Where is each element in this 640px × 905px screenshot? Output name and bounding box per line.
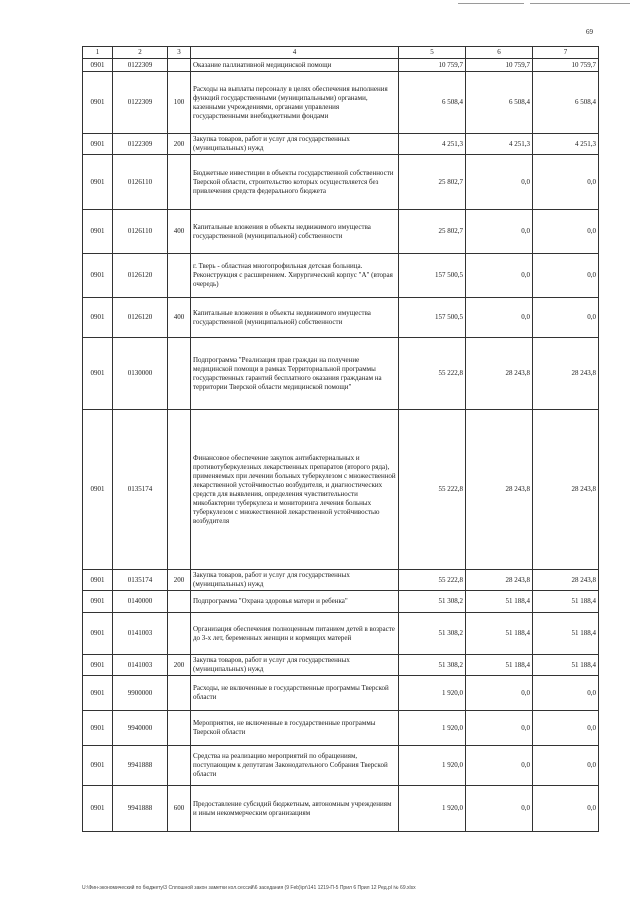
amount-col5-cell: 51 308,2 bbox=[399, 613, 466, 655]
expense-type-cell bbox=[168, 676, 191, 711]
amount-col5-cell: 6 508,4 bbox=[399, 72, 466, 134]
amount-col7-cell: 0,0 bbox=[533, 711, 599, 746]
target-article-cell: 0126120 bbox=[113, 298, 168, 338]
expense-type-cell: 200 bbox=[168, 570, 191, 591]
amount-col6-cell: 0,0 bbox=[466, 746, 533, 786]
amount-col6-cell: 0,0 bbox=[466, 155, 533, 210]
target-article-cell: 0135174 bbox=[113, 410, 168, 570]
amount-col7-cell: 10 759,7 bbox=[533, 59, 599, 72]
amount-col6-cell: 28 243,8 bbox=[466, 338, 533, 410]
amount-col6-cell: 0,0 bbox=[466, 254, 533, 298]
item-name-cell: Расходы, не включенные в государственные программы Тверской области bbox=[191, 676, 399, 711]
item-name-cell: Закупка товаров, работ и услуг для государственных (муниципальных) нужд bbox=[191, 570, 399, 591]
amount-col5-cell: 25 802,7 bbox=[399, 155, 466, 210]
amount-col7-cell: 51 188,4 bbox=[533, 591, 599, 613]
target-article-cell: 0141003 bbox=[113, 613, 168, 655]
amount-col6-cell: 28 243,8 bbox=[466, 410, 533, 570]
expense-type-cell: 200 bbox=[168, 134, 191, 155]
expense-type-cell: 600 bbox=[168, 786, 191, 832]
table-row bbox=[83, 591, 599, 613]
expense-type-cell bbox=[168, 338, 191, 410]
amount-col6-cell: 0,0 bbox=[466, 676, 533, 711]
amount-col6-cell: 0,0 bbox=[466, 711, 533, 746]
amount-col5-cell: 4 251,3 bbox=[399, 134, 466, 155]
section-code-cell: 0901 bbox=[83, 746, 113, 786]
expense-type-cell: 200 bbox=[168, 655, 191, 676]
column-header: 3 bbox=[168, 47, 191, 59]
amount-col5-cell: 157 500,5 bbox=[399, 298, 466, 338]
column-header: 7 bbox=[533, 47, 599, 59]
item-name-cell: Бюджетные инвестиции в объекты государственной собственности Тверской области, строительство которых осуществляется без привлечения средств федерального бюджета bbox=[191, 155, 399, 210]
expense-type-cell bbox=[168, 591, 191, 613]
section-code-cell: 0901 bbox=[83, 410, 113, 570]
expense-type-cell bbox=[168, 410, 191, 570]
amount-col7-cell: 28 243,8 bbox=[533, 570, 599, 591]
section-code-cell: 0901 bbox=[83, 711, 113, 746]
amount-col6-cell: 6 508,4 bbox=[466, 72, 533, 134]
section-code-cell: 0901 bbox=[83, 254, 113, 298]
amount-col5-cell: 1 920,0 bbox=[399, 711, 466, 746]
section-code-cell: 0901 bbox=[83, 298, 113, 338]
item-name-cell: Капитальные вложения в объекты недвижимого имущества государственной (муниципальной) собственности bbox=[191, 210, 399, 254]
item-name-cell: Закупка товаров, работ и услуг для государственных (муниципальных) нужд bbox=[191, 134, 399, 155]
target-article-cell: 0126110 bbox=[113, 210, 168, 254]
table-row bbox=[83, 298, 599, 338]
amount-col7-cell: 28 243,8 bbox=[533, 338, 599, 410]
target-article-cell: 0122309 bbox=[113, 134, 168, 155]
table-row bbox=[83, 655, 599, 676]
amount-col7-cell: 51 188,4 bbox=[533, 613, 599, 655]
section-code-cell: 0901 bbox=[83, 155, 113, 210]
section-code-cell: 0901 bbox=[83, 210, 113, 254]
item-name-cell: Мероприятия, не включенные в государственные программы Тверской области bbox=[191, 711, 399, 746]
amount-col5-cell: 55 222,8 bbox=[399, 410, 466, 570]
table-row bbox=[83, 410, 599, 570]
section-code-cell: 0901 bbox=[83, 338, 113, 410]
amount-col7-cell: 6 508,4 bbox=[533, 72, 599, 134]
expense-type-cell: 400 bbox=[168, 298, 191, 338]
target-article-cell: 9900000 bbox=[113, 676, 168, 711]
expense-type-cell bbox=[168, 746, 191, 786]
item-name-cell: г. Тверь - областная многопрофильная детская больница. Реконструкция с расширением. Хирургический корпус "А" (вторая очередь) bbox=[191, 254, 399, 298]
target-article-cell: 0122309 bbox=[113, 72, 168, 134]
amount-col6-cell: 0,0 bbox=[466, 210, 533, 254]
amount-col6-cell: 0,0 bbox=[466, 786, 533, 832]
amount-col5-cell: 51 308,2 bbox=[399, 655, 466, 676]
expense-type-cell bbox=[168, 613, 191, 655]
item-name-cell: Капитальные вложения в объекты недвижимого имущества государственной (муниципальной) собственности bbox=[191, 298, 399, 338]
item-name-cell: Предоставление субсидий бюджетным, автономным учреждениям и иным некоммерческим организациям bbox=[191, 786, 399, 832]
table-row bbox=[83, 676, 599, 711]
target-article-cell: 9940000 bbox=[113, 711, 168, 746]
table-row bbox=[83, 155, 599, 210]
expense-type-cell: 100 bbox=[168, 72, 191, 134]
target-article-cell: 0140000 bbox=[113, 591, 168, 613]
expense-type-cell bbox=[168, 254, 191, 298]
expense-type-cell bbox=[168, 59, 191, 72]
target-article-cell: 0122309 bbox=[113, 59, 168, 72]
amount-col5-cell: 1 920,0 bbox=[399, 746, 466, 786]
expense-type-cell bbox=[168, 155, 191, 210]
column-header: 6 bbox=[466, 47, 533, 59]
item-name-cell: Подпрограмма "Реализация прав граждан на получение медицинской помощи в рамках Территориальной программы государственных гарантий бесплатного оказания гражданам на территории Тверской области медицинской помощи" bbox=[191, 338, 399, 410]
amount-col7-cell: 51 188,4 bbox=[533, 655, 599, 676]
footer-file-path: U:\Фин-экономический по бюджету\3 Сплошной закон заметки кол.сессий\6 заседания (9 Feb)\pr\141 1219-П-5 Прил 6 Прил 12 Ред.pl № 69.xlsx bbox=[82, 885, 416, 891]
section-code-cell: 0901 bbox=[83, 655, 113, 676]
amount-col6-cell: 10 759,7 bbox=[466, 59, 533, 72]
target-article-cell: 9941888 bbox=[113, 746, 168, 786]
column-header: 5 bbox=[399, 47, 466, 59]
table-row bbox=[83, 570, 599, 591]
table-row bbox=[83, 786, 599, 832]
column-header: 2 bbox=[113, 47, 168, 59]
amount-col6-cell: 51 188,4 bbox=[466, 655, 533, 676]
amount-col5-cell: 157 500,5 bbox=[399, 254, 466, 298]
amount-col5-cell: 1 920,0 bbox=[399, 676, 466, 711]
target-article-cell: 0130000 bbox=[113, 338, 168, 410]
amount-col5-cell: 25 802,7 bbox=[399, 210, 466, 254]
amount-col6-cell: 51 188,4 bbox=[466, 613, 533, 655]
amount-col7-cell: 28 243,8 bbox=[533, 410, 599, 570]
table-row bbox=[83, 210, 599, 254]
page-number: 69 bbox=[586, 28, 593, 36]
table-row bbox=[83, 711, 599, 746]
section-code-cell: 0901 bbox=[83, 570, 113, 591]
amount-col7-cell: 0,0 bbox=[533, 746, 599, 786]
amount-col7-cell: 0,0 bbox=[533, 155, 599, 210]
section-code-cell: 0901 bbox=[83, 591, 113, 613]
table-body bbox=[83, 59, 599, 832]
amount-col7-cell: 0,0 bbox=[533, 786, 599, 832]
item-name-cell: Расходы на выплаты персоналу в целях обеспечения выполнения функций государственными (муниципальными) органами, казенными учреждениями, органами управления государственными внебюджетными фондами bbox=[191, 72, 399, 134]
amount-col5-cell: 55 222,8 bbox=[399, 570, 466, 591]
item-name-cell: Средства на реализацию мероприятий по обращениям, поступающим к депутатам Законодательного Собрания Тверской области bbox=[191, 746, 399, 786]
amount-col7-cell: 0,0 bbox=[533, 676, 599, 711]
item-name-cell: Финансовое обеспечение закупок антибактериальных и противотуберкулезных лекарственных препаратов (второго ряда), применяемых при лечении больных туберкулезом с множественной лекарственной устойчивостью возбудителя, и диагностических средств для выявления, определения чувствительности микобактерии туберкулеза и мониторинга лечения больных туберкулезом с множественной лекарственной устойчивостью возбудителя bbox=[191, 410, 399, 570]
target-article-cell: 0135174 bbox=[113, 570, 168, 591]
target-article-cell: 9941888 bbox=[113, 786, 168, 832]
budget-table bbox=[82, 46, 599, 832]
expense-type-cell: 400 bbox=[168, 210, 191, 254]
amount-col6-cell: 51 188,4 bbox=[466, 591, 533, 613]
table-row bbox=[83, 613, 599, 655]
amount-col5-cell: 55 222,8 bbox=[399, 338, 466, 410]
item-name-cell: Оказание паллиативной медицинской помощи bbox=[191, 59, 399, 72]
item-name-cell: Закупка товаров, работ и услуг для государственных (муниципальных) нужд bbox=[191, 655, 399, 676]
item-name-cell: Организация обеспечения полноценным питанием детей в возрасте до 3-х лет, беременных женщин и кормящих матерей bbox=[191, 613, 399, 655]
section-code-cell: 0901 bbox=[83, 676, 113, 711]
section-code-cell: 0901 bbox=[83, 613, 113, 655]
table-row bbox=[83, 254, 599, 298]
table-row bbox=[83, 746, 599, 786]
expense-type-cell bbox=[168, 711, 191, 746]
amount-col5-cell: 51 308,2 bbox=[399, 591, 466, 613]
amount-col6-cell: 0,0 bbox=[466, 298, 533, 338]
amount-col7-cell: 4 251,3 bbox=[533, 134, 599, 155]
table-row bbox=[83, 72, 599, 134]
item-name-cell: Подпрограмма "Охрана здоровья матери и ребенка" bbox=[191, 591, 399, 613]
column-header: 4 bbox=[191, 47, 399, 59]
column-header: 1 bbox=[83, 47, 113, 59]
section-code-cell: 0901 bbox=[83, 786, 113, 832]
section-code-cell: 0901 bbox=[83, 72, 113, 134]
amount-col6-cell: 28 243,8 bbox=[466, 570, 533, 591]
amount-col7-cell: 0,0 bbox=[533, 254, 599, 298]
table-row bbox=[83, 59, 599, 72]
target-article-cell: 0126120 bbox=[113, 254, 168, 298]
section-code-cell: 0901 bbox=[83, 134, 113, 155]
top-rule-left bbox=[458, 3, 524, 4]
target-article-cell: 0141003 bbox=[113, 655, 168, 676]
amount-col6-cell: 4 251,3 bbox=[466, 134, 533, 155]
target-article-cell: 0126110 bbox=[113, 155, 168, 210]
amount-col5-cell: 1 920,0 bbox=[399, 786, 466, 832]
section-code-cell: 0901 bbox=[83, 59, 113, 72]
amount-col7-cell: 0,0 bbox=[533, 210, 599, 254]
amount-col5-cell: 10 759,7 bbox=[399, 59, 466, 72]
column-number-header-row bbox=[83, 47, 599, 59]
top-rule-right bbox=[530, 3, 630, 4]
table-row bbox=[83, 134, 599, 155]
amount-col7-cell: 0,0 bbox=[533, 298, 599, 338]
table-row bbox=[83, 338, 599, 410]
